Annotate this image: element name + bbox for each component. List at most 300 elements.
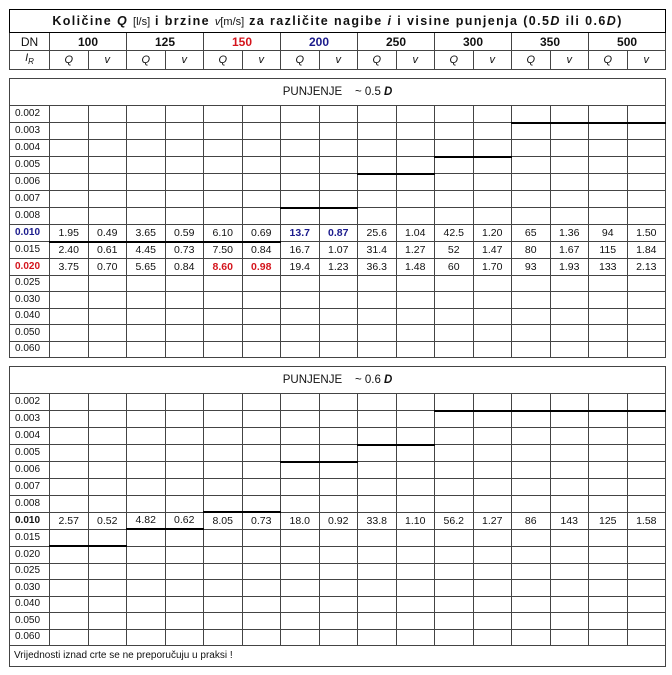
value-cell bbox=[358, 308, 397, 325]
value-cell bbox=[242, 174, 281, 191]
value-cell bbox=[127, 563, 166, 580]
slope-cell: 0.025 bbox=[10, 275, 50, 292]
value-cell bbox=[627, 191, 666, 208]
value-cell: 19.4 bbox=[281, 259, 320, 276]
value-cell bbox=[473, 629, 512, 646]
slope-cell: 0.060 bbox=[10, 341, 50, 358]
section1-label: PUNJENJE bbox=[282, 86, 346, 99]
value-cell bbox=[512, 596, 551, 613]
slope-cell: 0.006 bbox=[10, 462, 50, 479]
value-cell: 1.23 bbox=[319, 259, 358, 276]
value-cell bbox=[242, 123, 281, 140]
slope-cell: 0.008 bbox=[10, 495, 50, 512]
value-cell bbox=[242, 462, 281, 479]
value-cell bbox=[396, 292, 435, 309]
table-row bbox=[10, 613, 666, 630]
value-cell bbox=[165, 495, 204, 512]
value-cell bbox=[88, 596, 127, 613]
value-cell bbox=[281, 629, 320, 646]
q-label-100: Q bbox=[50, 51, 89, 70]
value-cell bbox=[319, 157, 358, 174]
value-cell bbox=[127, 123, 166, 140]
value-cell bbox=[473, 479, 512, 496]
table-row bbox=[10, 445, 666, 462]
value-cell bbox=[358, 275, 397, 292]
value-cell bbox=[473, 174, 512, 191]
value-cell bbox=[550, 495, 589, 512]
value-cell bbox=[550, 123, 589, 140]
value-cell bbox=[88, 546, 127, 563]
value-cell bbox=[281, 580, 320, 597]
slope-cell: 0.040 bbox=[10, 596, 50, 613]
value-cell bbox=[281, 546, 320, 563]
value-cell bbox=[358, 140, 397, 157]
value-cell bbox=[589, 292, 628, 309]
value-cell bbox=[358, 341, 397, 358]
slope-cell: 0.020 bbox=[10, 546, 50, 563]
value-cell bbox=[165, 341, 204, 358]
value-cell bbox=[88, 479, 127, 496]
slope-cell: 0.002 bbox=[10, 394, 50, 411]
value-cell bbox=[550, 613, 589, 630]
value-cell bbox=[204, 580, 243, 597]
value-cell bbox=[473, 462, 512, 479]
value-cell bbox=[512, 208, 551, 225]
value-cell bbox=[319, 479, 358, 496]
v-label-350: v bbox=[550, 51, 589, 70]
value-cell: 0.61 bbox=[88, 242, 127, 259]
value-cell bbox=[319, 563, 358, 580]
title-q: Q bbox=[117, 13, 129, 28]
value-cell bbox=[358, 174, 397, 191]
value-cell bbox=[127, 140, 166, 157]
value-cell: 5.65 bbox=[127, 259, 166, 276]
value-cell bbox=[435, 123, 474, 140]
value-cell bbox=[396, 341, 435, 358]
value-cell bbox=[358, 106, 397, 123]
slope-cell: 0.040 bbox=[10, 308, 50, 325]
title-d2: D bbox=[606, 13, 618, 28]
value-cell bbox=[242, 106, 281, 123]
value-cell bbox=[627, 479, 666, 496]
value-cell bbox=[589, 596, 628, 613]
value-cell bbox=[435, 563, 474, 580]
value-cell bbox=[589, 123, 628, 140]
section2-d: D bbox=[384, 374, 393, 387]
value-cell bbox=[473, 208, 512, 225]
value-cell bbox=[281, 157, 320, 174]
flow-velocity-table bbox=[9, 9, 666, 667]
value-cell bbox=[473, 140, 512, 157]
value-cell bbox=[358, 580, 397, 597]
dn-500: 500 bbox=[589, 33, 666, 51]
value-cell: 36.3 bbox=[358, 259, 397, 276]
v-label-300: v bbox=[473, 51, 512, 70]
value-cell bbox=[435, 174, 474, 191]
value-cell bbox=[627, 157, 666, 174]
value-cell bbox=[88, 580, 127, 597]
title-close: ) bbox=[617, 13, 623, 28]
value-cell bbox=[319, 325, 358, 342]
value-cell bbox=[396, 275, 435, 292]
table-row bbox=[10, 529, 666, 546]
value-cell bbox=[242, 341, 281, 358]
value-cell: 0.69 bbox=[242, 225, 281, 242]
table-row bbox=[10, 512, 666, 529]
value-cell bbox=[88, 529, 127, 546]
value-cell bbox=[396, 325, 435, 342]
value-cell bbox=[550, 174, 589, 191]
title-v: v bbox=[214, 15, 221, 28]
value-cell bbox=[396, 629, 435, 646]
value-cell bbox=[165, 325, 204, 342]
value-cell bbox=[396, 613, 435, 630]
value-cell bbox=[512, 613, 551, 630]
slope-cell: 0.005 bbox=[10, 157, 50, 174]
table-row bbox=[10, 140, 666, 157]
value-cell bbox=[204, 394, 243, 411]
value-cell bbox=[319, 462, 358, 479]
value-cell bbox=[127, 529, 166, 546]
value-cell bbox=[550, 394, 589, 411]
value-cell bbox=[204, 308, 243, 325]
value-cell bbox=[589, 325, 628, 342]
value-cell bbox=[473, 292, 512, 309]
value-cell bbox=[512, 495, 551, 512]
value-cell bbox=[627, 411, 666, 428]
slope-cell: 0.004 bbox=[10, 428, 50, 445]
section2-gap-cell bbox=[10, 358, 666, 367]
value-cell bbox=[204, 157, 243, 174]
dn-350: 350 bbox=[512, 33, 589, 51]
table-row bbox=[10, 275, 666, 292]
value-cell bbox=[281, 529, 320, 546]
v-label-150: v bbox=[242, 51, 281, 70]
value-cell bbox=[88, 495, 127, 512]
value-cell bbox=[319, 106, 358, 123]
section1-header-row bbox=[10, 79, 666, 106]
value-cell bbox=[396, 140, 435, 157]
section2-header-row bbox=[10, 367, 666, 394]
value-cell bbox=[88, 341, 127, 358]
v-label-125: v bbox=[165, 51, 204, 70]
title-text-2: i brzine bbox=[155, 13, 210, 28]
value-cell bbox=[204, 191, 243, 208]
value-cell: 3.65 bbox=[127, 225, 166, 242]
value-cell bbox=[473, 546, 512, 563]
table-row bbox=[10, 462, 666, 479]
value-cell bbox=[88, 106, 127, 123]
value-cell bbox=[550, 208, 589, 225]
value-cell bbox=[435, 529, 474, 546]
value-cell bbox=[396, 308, 435, 325]
value-cell bbox=[512, 157, 551, 174]
table-row bbox=[10, 325, 666, 342]
value-cell bbox=[358, 529, 397, 546]
section2-approx: ~ 0.6 bbox=[351, 374, 385, 387]
value-cell bbox=[50, 546, 89, 563]
table-row bbox=[10, 596, 666, 613]
q-label-125: Q bbox=[127, 51, 166, 70]
value-cell bbox=[512, 325, 551, 342]
value-cell bbox=[165, 191, 204, 208]
value-cell bbox=[512, 479, 551, 496]
value-cell bbox=[627, 140, 666, 157]
title-text-3: za različite nagibe bbox=[249, 13, 383, 28]
value-cell bbox=[127, 292, 166, 309]
value-cell bbox=[589, 546, 628, 563]
value-cell bbox=[396, 208, 435, 225]
value-cell bbox=[204, 411, 243, 428]
value-cell bbox=[281, 428, 320, 445]
value-cell bbox=[550, 308, 589, 325]
value-cell bbox=[435, 208, 474, 225]
value-cell bbox=[627, 341, 666, 358]
value-cell bbox=[88, 613, 127, 630]
value-cell bbox=[396, 174, 435, 191]
value-cell bbox=[50, 411, 89, 428]
value-cell: 94 bbox=[589, 225, 628, 242]
value-cell bbox=[550, 479, 589, 496]
value-cell: 1.47 bbox=[473, 242, 512, 259]
value-cell bbox=[358, 596, 397, 613]
title-text-5: ili 0.6 bbox=[565, 13, 607, 28]
value-cell bbox=[396, 479, 435, 496]
slope-cell: 0.015 bbox=[10, 242, 50, 259]
value-cell bbox=[319, 174, 358, 191]
value-cell bbox=[88, 191, 127, 208]
value-cell: 6.10 bbox=[204, 225, 243, 242]
value-cell bbox=[50, 123, 89, 140]
value-cell: 13.7 bbox=[281, 225, 320, 242]
value-cell bbox=[127, 394, 166, 411]
section2-header bbox=[10, 367, 666, 394]
value-cell bbox=[281, 341, 320, 358]
value-cell bbox=[358, 325, 397, 342]
value-cell bbox=[281, 445, 320, 462]
value-cell bbox=[473, 275, 512, 292]
flow-table-sheet bbox=[9, 9, 665, 667]
value-cell bbox=[319, 495, 358, 512]
value-cell bbox=[204, 529, 243, 546]
value-cell bbox=[88, 394, 127, 411]
section2-gap bbox=[10, 358, 666, 367]
value-cell bbox=[50, 140, 89, 157]
value-cell bbox=[165, 428, 204, 445]
value-cell bbox=[165, 123, 204, 140]
value-cell: 2.40 bbox=[50, 242, 89, 259]
value-cell bbox=[550, 157, 589, 174]
value-cell bbox=[88, 123, 127, 140]
value-cell: 2.57 bbox=[50, 512, 89, 529]
value-cell: 42.5 bbox=[435, 225, 474, 242]
value-cell bbox=[204, 123, 243, 140]
value-cell bbox=[50, 479, 89, 496]
value-cell bbox=[204, 546, 243, 563]
value-cell bbox=[204, 563, 243, 580]
value-cell: 0.73 bbox=[165, 242, 204, 259]
value-cell bbox=[550, 563, 589, 580]
value-cell bbox=[473, 341, 512, 358]
value-cell bbox=[127, 157, 166, 174]
value-cell bbox=[589, 428, 628, 445]
value-cell bbox=[550, 341, 589, 358]
value-cell bbox=[435, 308, 474, 325]
value-cell bbox=[627, 308, 666, 325]
table-row bbox=[10, 292, 666, 309]
value-cell bbox=[88, 411, 127, 428]
value-cell bbox=[281, 174, 320, 191]
value-cell bbox=[396, 428, 435, 445]
footnote: Vrijednosti iznad crte se ne preporučuju u praksi ! bbox=[10, 646, 666, 667]
value-cell bbox=[627, 325, 666, 342]
value-cell bbox=[242, 479, 281, 496]
value-cell bbox=[435, 411, 474, 428]
value-cell bbox=[512, 462, 551, 479]
value-cell bbox=[281, 394, 320, 411]
table-row bbox=[10, 191, 666, 208]
title-d1: D bbox=[550, 13, 561, 28]
value-cell bbox=[319, 445, 358, 462]
value-cell bbox=[473, 106, 512, 123]
value-cell bbox=[473, 563, 512, 580]
table-row bbox=[10, 495, 666, 512]
value-cell bbox=[358, 394, 397, 411]
value-cell bbox=[50, 394, 89, 411]
value-cell: 2.13 bbox=[627, 259, 666, 276]
value-cell bbox=[319, 613, 358, 630]
dn-label: DN bbox=[10, 33, 50, 51]
value-cell: 1.07 bbox=[319, 242, 358, 259]
value-cell bbox=[127, 411, 166, 428]
value-cell bbox=[50, 275, 89, 292]
value-cell bbox=[165, 529, 204, 546]
value-cell bbox=[473, 580, 512, 597]
value-cell bbox=[435, 495, 474, 512]
value-cell bbox=[319, 529, 358, 546]
value-cell bbox=[50, 208, 89, 225]
value-cell bbox=[88, 308, 127, 325]
value-cell bbox=[589, 479, 628, 496]
value-cell bbox=[88, 275, 127, 292]
value-cell bbox=[242, 428, 281, 445]
table-title bbox=[10, 10, 666, 33]
value-cell bbox=[242, 191, 281, 208]
value-cell bbox=[88, 445, 127, 462]
value-cell bbox=[435, 394, 474, 411]
value-cell bbox=[512, 580, 551, 597]
value-cell bbox=[550, 629, 589, 646]
value-cell bbox=[512, 341, 551, 358]
value-cell bbox=[550, 596, 589, 613]
value-cell bbox=[627, 275, 666, 292]
value-cell: 0.52 bbox=[88, 512, 127, 529]
value-cell: 1.50 bbox=[627, 225, 666, 242]
value-cell bbox=[627, 208, 666, 225]
value-cell bbox=[358, 462, 397, 479]
value-cell bbox=[396, 191, 435, 208]
value-cell: 16.7 bbox=[281, 242, 320, 259]
value-cell: 1.95 bbox=[50, 225, 89, 242]
value-cell bbox=[589, 411, 628, 428]
value-cell bbox=[589, 275, 628, 292]
value-cell bbox=[550, 191, 589, 208]
value-cell bbox=[396, 462, 435, 479]
value-cell bbox=[512, 529, 551, 546]
value-cell: 0.87 bbox=[319, 225, 358, 242]
value-cell bbox=[50, 529, 89, 546]
value-cell bbox=[396, 563, 435, 580]
dn-300: 300 bbox=[435, 33, 512, 51]
value-cell bbox=[242, 563, 281, 580]
value-cell bbox=[281, 613, 320, 630]
table-row bbox=[10, 341, 666, 358]
value-cell: 1.70 bbox=[473, 259, 512, 276]
value-cell bbox=[88, 462, 127, 479]
slope-cell: 0.007 bbox=[10, 479, 50, 496]
value-cell bbox=[165, 411, 204, 428]
value-cell bbox=[165, 106, 204, 123]
value-cell bbox=[550, 428, 589, 445]
value-cell bbox=[627, 596, 666, 613]
value-cell bbox=[319, 308, 358, 325]
value-cell bbox=[396, 106, 435, 123]
value-cell bbox=[242, 546, 281, 563]
value-cell bbox=[627, 445, 666, 462]
value-cell bbox=[242, 140, 281, 157]
q-label-200: Q bbox=[281, 51, 320, 70]
table-row bbox=[10, 106, 666, 123]
value-cell: 0.98 bbox=[242, 259, 281, 276]
value-cell bbox=[127, 275, 166, 292]
value-cell bbox=[88, 629, 127, 646]
value-cell: 1.48 bbox=[396, 259, 435, 276]
value-cell: 0.92 bbox=[319, 512, 358, 529]
slope-cell: 0.003 bbox=[10, 411, 50, 428]
value-cell bbox=[319, 428, 358, 445]
value-cell bbox=[435, 479, 474, 496]
title-text: Količine bbox=[52, 13, 113, 28]
value-cell bbox=[550, 529, 589, 546]
value-cell bbox=[127, 462, 166, 479]
q-label-500: Q bbox=[589, 51, 628, 70]
value-cell bbox=[358, 629, 397, 646]
slope-cell: 0.060 bbox=[10, 629, 50, 646]
value-cell bbox=[589, 106, 628, 123]
value-cell bbox=[589, 174, 628, 191]
value-cell bbox=[396, 529, 435, 546]
value-cell bbox=[50, 341, 89, 358]
slope-cell: 0.007 bbox=[10, 191, 50, 208]
value-cell bbox=[165, 462, 204, 479]
value-cell bbox=[589, 529, 628, 546]
value-cell bbox=[396, 580, 435, 597]
value-cell bbox=[319, 140, 358, 157]
table-row bbox=[10, 208, 666, 225]
value-cell bbox=[358, 292, 397, 309]
value-cell bbox=[242, 308, 281, 325]
value-cell bbox=[88, 208, 127, 225]
value-cell bbox=[242, 495, 281, 512]
value-cell: 60 bbox=[435, 259, 474, 276]
value-cell bbox=[396, 445, 435, 462]
value-cell bbox=[204, 275, 243, 292]
table-row bbox=[10, 629, 666, 646]
value-cell: 0.70 bbox=[88, 259, 127, 276]
value-cell bbox=[50, 191, 89, 208]
value-cell bbox=[319, 123, 358, 140]
value-cell bbox=[358, 411, 397, 428]
